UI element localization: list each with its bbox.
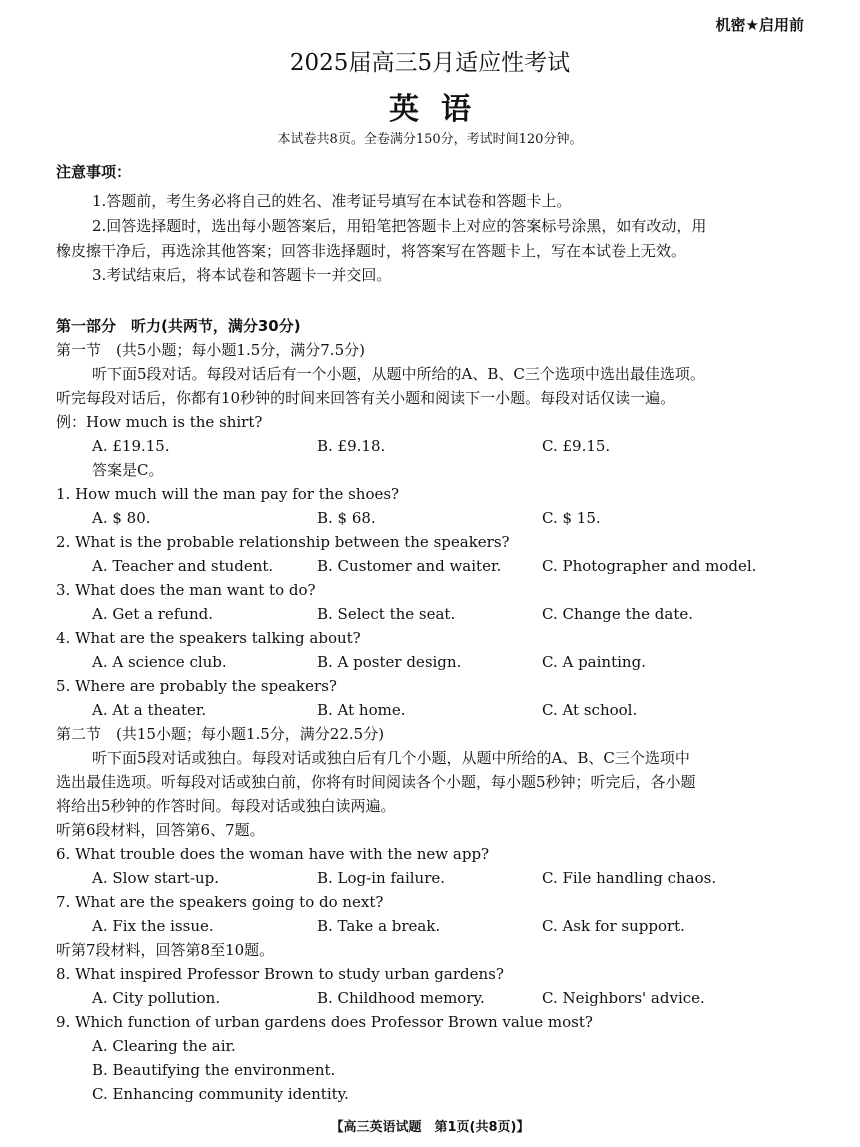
section1-instructions: 听下面5段对话。每段对话后有一个小题，从题中所给的A、B、C三个选项中选出最佳选项。 xyxy=(92,365,705,383)
q3-option-c: C. Change the date. xyxy=(542,605,694,623)
q7-option-a: A. Fix the issue. xyxy=(92,917,214,935)
question-8: 8. What inspired Professor Brown to study urban gardens? xyxy=(56,965,504,983)
question-1: 1. How much will the man pay for the shoes? xyxy=(56,485,400,503)
q8-option-c: C. Neighbors' advice. xyxy=(542,989,705,1007)
section2-instructions: 选出最佳选项。听每段对话或独白前，你将有时间阅读各个小题，每小题5秒钟；听完后，各小题 xyxy=(56,773,696,791)
question-9: 9. Which function of urban gardens does Professor Brown value most? xyxy=(56,1013,593,1031)
section1-instructions: 听完每段对话后，你都有10秒钟的时间来回答有关小题和阅读下一小题。每段对话仅读一遍。 xyxy=(56,389,676,407)
q1-option-b: B. $ 68. xyxy=(317,509,376,527)
section2-instructions: 听下面5段对话或独白。每段对话或独白后有几个小题，从题中所给的A、B、C三个选项中 xyxy=(92,749,690,767)
page-footer: 【高三英语试题 第1页(共8页)】 xyxy=(330,1120,530,1135)
q4-option-c: C. A painting. xyxy=(542,653,646,671)
q6-option-c: C. File handling chaos. xyxy=(542,869,717,887)
q5-option-a: A. At a theater. xyxy=(92,701,207,719)
q1-option-c: C. $ 15. xyxy=(542,509,601,527)
notice-item-continued: 橡皮擦干净后，再选涂其他答案；回答非选择题时，将答案写在答题卡上，写在本试卷上无效。 xyxy=(56,242,687,260)
q6-option-a: A. Slow start-up. xyxy=(92,869,220,887)
example-option-c: C. £9.15. xyxy=(542,437,611,455)
exam-title: 2025届高三5月适应性考试 xyxy=(289,50,571,76)
question-4: 4. What are the speakers talking about? xyxy=(56,629,361,647)
q1-option-a: A. $ 80. xyxy=(92,509,151,527)
exam-intro: 本试卷共8页。全卷满分150分，考试时间120分钟。 xyxy=(277,132,583,147)
material-6-label: 听第6段材料，回答第6、7题。 xyxy=(56,821,265,839)
question-5: 5. Where are probably the speakers? xyxy=(56,677,337,695)
notice-heading: 注意事项： xyxy=(56,163,132,181)
q8-option-a: A. City pollution. xyxy=(92,989,221,1007)
material-7-label: 听第7段材料，回答第8至10题。 xyxy=(56,941,275,959)
confidential-label: 机密★启用前 xyxy=(715,16,804,34)
question-7: 7. What are the speakers going to do next? xyxy=(56,893,384,911)
example-question: 例：How much is the shirt? xyxy=(56,413,263,431)
example-answer: 答案是C。 xyxy=(92,461,164,479)
question-2: 2. What is the probable relationship between the speakers? xyxy=(56,533,510,551)
notice-item: 2.回答选择题时，选出每小题答案后，用铅笔把答题卡上对应的答案标号涂黑，如有改动，用 xyxy=(92,217,707,235)
q3-option-b: B. Select the seat. xyxy=(317,605,456,623)
section2-heading: 第二节 (共15小题；每小题1.5分，满分22.5分) xyxy=(56,725,385,743)
q7-option-c: C. Ask for support. xyxy=(542,917,685,935)
q8-option-b: B. Childhood memory. xyxy=(317,989,485,1007)
q6-option-b: B. Log-in failure. xyxy=(317,869,446,887)
example-option-b: B. £9.18. xyxy=(317,437,386,455)
q5-option-c: C. At school. xyxy=(542,701,638,719)
notice-item: 1.答题前，考生务必将自己的姓名、准考证号填写在本试卷和答题卡上。 xyxy=(92,192,572,210)
section2-instructions: 将给出5秒钟的作答时间。每段对话或独白读两遍。 xyxy=(56,797,396,815)
q9-option-c: C. Enhancing community identity. xyxy=(92,1085,349,1103)
question-6: 6. What trouble does the woman have with the new app? xyxy=(56,845,490,863)
q9-option-a: A. Clearing the air. xyxy=(92,1037,236,1055)
q2-option-a: A. Teacher and student. xyxy=(92,557,274,575)
q3-option-a: A. Get a refund. xyxy=(92,605,214,623)
part1-heading: 第一部分 听力(共两节，满分30分) xyxy=(56,317,301,335)
question-3: 3. What does the man want to do? xyxy=(56,581,316,599)
q2-option-c: C. Photographer and model. xyxy=(542,557,757,575)
q9-option-b: B. Beautifying the environment. xyxy=(92,1061,336,1079)
q2-option-b: B. Customer and waiter. xyxy=(317,557,502,575)
notice-item: 3.考试结束后，将本试卷和答题卡一并交回。 xyxy=(92,266,392,284)
q7-option-b: B. Take a break. xyxy=(317,917,441,935)
example-option-a: A. £19.15. xyxy=(92,437,170,455)
subject-title: 英语 xyxy=(389,92,493,127)
q4-option-a: A. A science club. xyxy=(92,653,227,671)
q5-option-b: B. At home. xyxy=(317,701,406,719)
q4-option-b: B. A poster design. xyxy=(317,653,462,671)
section1-heading: 第一节 (共5小题；每小题1.5分，满分7.5分) xyxy=(56,341,365,359)
